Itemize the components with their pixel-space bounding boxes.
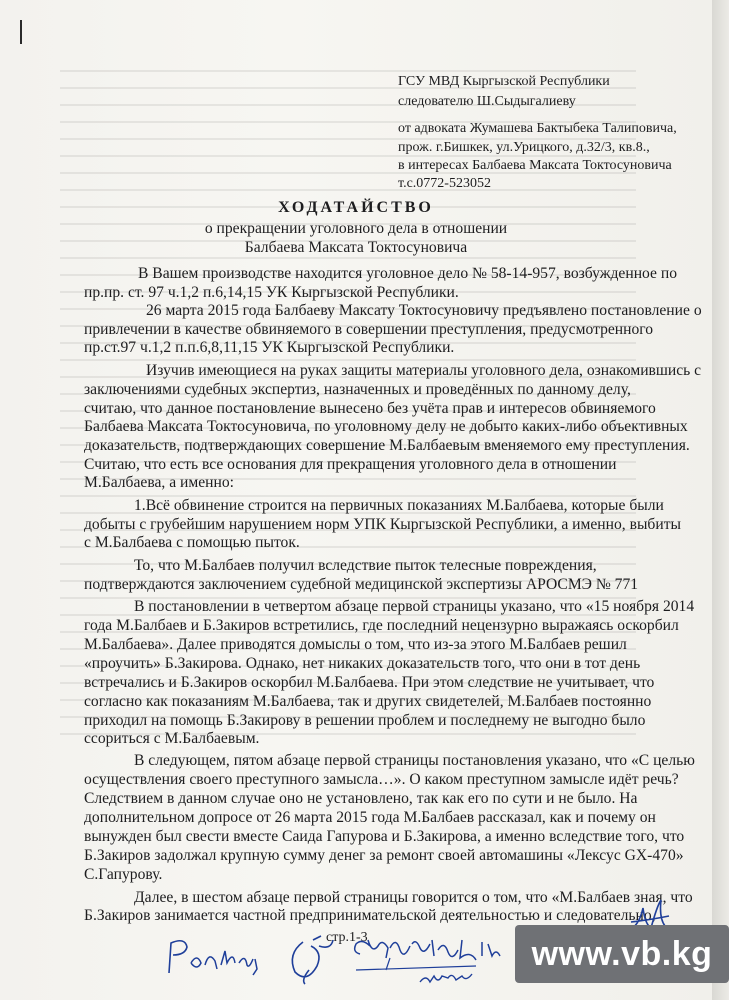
sender-line-2: прож. г.Бишкек, ул.Урицкого, д.32/3, кв.8., (398, 140, 650, 155)
body-line: Б.Закиров занимается частной предпринимательской деятельностью и следовательно, (84, 907, 656, 924)
body-line: привлечении в качестве обвиняемого в совершении преступления, предусмотренного (84, 321, 654, 338)
recipient-line-1: ГСУ МВД Кыргызской Республики (398, 74, 610, 89)
body-line: заключениями судебных экспертиз, назначенных и проведённых по данному делу, (84, 381, 631, 398)
body-line: Далее, в шестом абзаце первой страницы говорится о том, что «М.Балбаев зная, что (134, 889, 693, 906)
body-line: В следующем, пятом абзаце первой страницы постановления указано, что «С целью (134, 752, 695, 769)
body-line: согласно как показаниям М.Балбаева, так и других свидетелей, М.Балбаев постоянно (84, 693, 652, 710)
body-line: встречались и Б.Закиров оскорбил М.Балбаева. При этом следствие не учитывает, что (84, 674, 655, 691)
body-line: года М.Балбаев и Б.Закиров встретились, где последний нецензурно выражаясь оскорбил (84, 617, 679, 634)
body-line: добыты с грубейшим нарушением норм УПК Кыргызской Республики, а именно, выбиты (84, 516, 682, 533)
handwritten-name-signature (350, 928, 510, 990)
sender-line-1: от адвоката Жумашева Бактыбека Талиповича, (398, 121, 677, 136)
body-line: То, что М.Балбаев получил вследствие пыток телесные повреждения, (134, 557, 597, 574)
body-line: пр.ст.97 ч.1,2 п.п.6,8,11,15 УК Кыргызской Республики. (84, 339, 455, 356)
site-watermark-logo: www.vb.kg (515, 925, 729, 983)
body-line: М.Балбаева, а именно: (84, 474, 234, 491)
body-line: приходил на помощь Б.Закирову в решении проблем и последнему не выгодно было (84, 712, 646, 729)
body-line: Следствием в данном случае оно не установлено, так как его по сути и не было. На (84, 790, 638, 807)
handwritten-signature-mark (283, 932, 343, 988)
page-edge-shadow (712, 0, 729, 1000)
body-line: ссориться с М.Балбаевым. (84, 730, 260, 747)
body-line: С.Гапурову. (84, 866, 163, 883)
handwritten-received-note (165, 935, 265, 981)
body-line: В Вашем производстве находится уголовное дело № 58-14-957, возбужденное по (138, 265, 677, 282)
body-line: Балбаева Максата Токтосуновича, по уголовному делу не добыто каких-либо объективных (84, 418, 688, 435)
body-line: осуществления своего преступного замысла…». О каком преступном замысле идёт речь? (84, 771, 679, 788)
recipient-line-2: следователю Ш.Сыдыгалиеву (398, 94, 576, 109)
body-line: вынужден был свести вместе Саида Гапурова и Б.Закирова, а именно вследствие того, что (84, 828, 685, 845)
body-line: пр.пр. ст. 97 ч.1,2 п.6,14,15 УК Кыргызской Республики. (84, 284, 459, 301)
body-line: 1.Всё обвинение строится на первичных показаниях М.Балбаева, которые были (134, 497, 664, 514)
document-title: ХОДАТАЙСТВО (278, 199, 434, 216)
margin-mark (20, 20, 22, 44)
body-line: «проучить» Б.Закирова. Однако, нет никаких доказательств того, что они в тот день (84, 655, 641, 672)
body-line: Считаю, что есть все основания для прекращения уголовного дела в отношении (84, 456, 617, 473)
sender-line-3: в интересах Балбаева Максата Токтосуновича (398, 158, 672, 173)
body-line: В постановлении в четвертом абзаце первой страницы указано, что «15 ноября 2014 (134, 598, 695, 615)
body-line: доказательств, подтверждающих совершение М.Балбаевым вменяемого ему преступления. (84, 437, 690, 454)
body-line: дополнительном допросе от 26 марта 2015 года М.Балбаев рассказал, как и почему он (84, 809, 656, 826)
body-line: подтверждаются заключением судебной медицинской экспертизы АРОСМЭ № 771 (84, 576, 639, 593)
body-line: Изучив имеющиеся на руках защиты материалы уголовного дела, ознакомившись с (146, 362, 702, 379)
body-line: М.Балбаева». Далее приводятся домыслы о том, что из-за этого М.Балбаев решил (84, 636, 627, 653)
body-line: считаю, что данное постановление вынесено без учёта прав и интересов обвиняемого (84, 400, 656, 417)
subtitle-line-1: о прекращении уголовного дела в отношении (204, 220, 508, 237)
body-line: Б.Закиров задолжал крупную сумму денег за ремонт своей автомашины «Лексус GX-470» (84, 847, 684, 864)
subtitle-line-2: Балбаева Максата Токтосуновича (244, 239, 468, 256)
body-line: с М.Балбаева с помощью пыток. (84, 534, 300, 551)
body-line: 26 марта 2015 года Балбаеву Максату Токтосуновичу предъявлено постановление о (146, 302, 702, 319)
sender-line-4: т.с.0772-523052 (398, 176, 491, 191)
page-number: стр.1-3 (326, 930, 368, 945)
